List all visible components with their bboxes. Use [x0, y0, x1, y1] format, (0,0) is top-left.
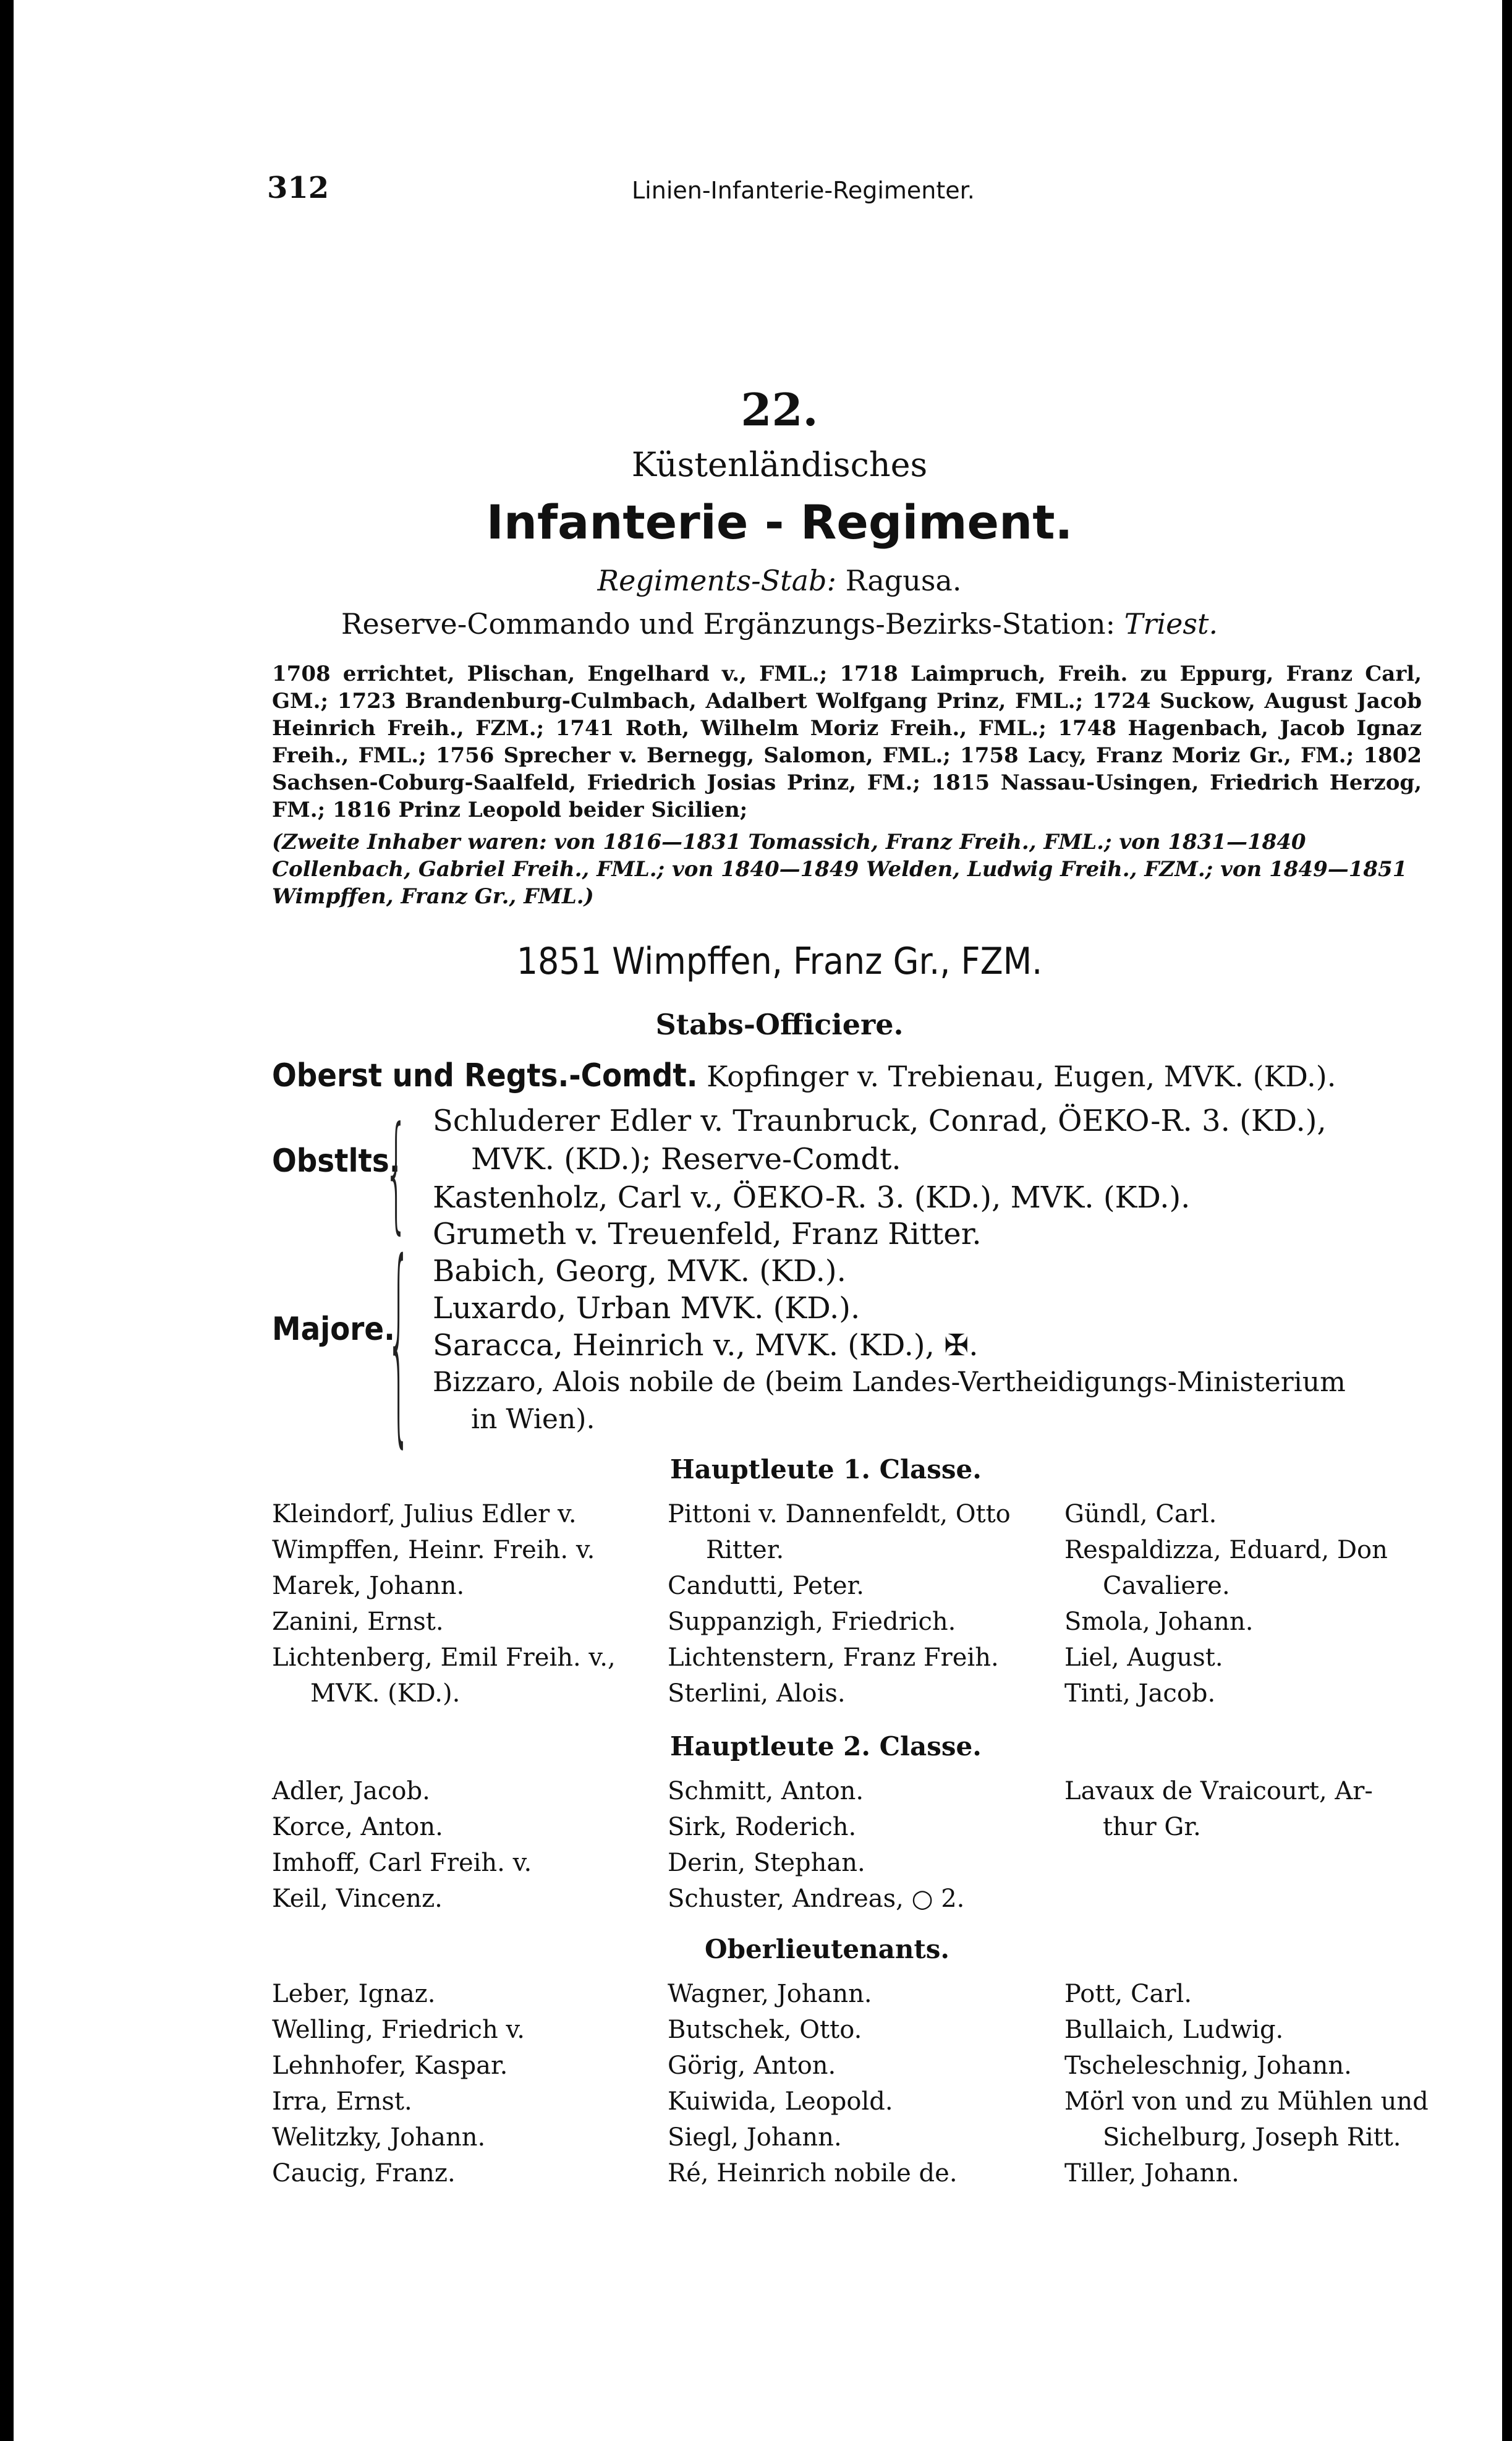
oberlieutenants-col2	[668, 1976, 958, 2191]
name-entry: Tiller, Johann.	[1064, 2159, 1239, 2188]
name-entry: Schmitt, Anton.	[668, 1777, 864, 1805]
running-title: Linien-Infanterie-Regimenter.	[632, 177, 975, 204]
name-entry: Tscheleschnig, Johann.	[1064, 2051, 1352, 2080]
current-owner: 1851 Wimpffen, Franz Gr., FZM.	[516, 940, 1043, 983]
name-entry: Schuster, Andreas, ○ 2.	[668, 1885, 965, 1913]
name-entry: Suppanzigh, Friedrich.	[668, 1608, 956, 1636]
reserve-station	[14, 607, 1502, 641]
name-entry: MVK. (KD.).	[310, 1679, 461, 1708]
major-line: Saracca, Heinrich v., MVK. (KD.), ✠.	[433, 1328, 979, 1363]
name-entry: Smola, Johann.	[1064, 1608, 1254, 1636]
name-entry: Lavaux de Vraicourt, Ar-	[1064, 1777, 1373, 1805]
name-entry: Kleindorf, Julius Edler v.	[272, 1500, 577, 1528]
oberst-value: Kopfinger v. Trebienau, Eugen, MVK. (KD.).	[707, 1060, 1336, 1093]
name-entry: Zanini, Ernst.	[272, 1608, 444, 1636]
regiment-title-line2: Infanterie - Regiment.	[486, 495, 1073, 550]
station-value: Triest.	[1124, 607, 1218, 641]
majore-brace: {	[387, 1218, 411, 1469]
station-label: Reserve-Commando und Ergänzungs-Bezirks-Station:	[341, 607, 1116, 641]
name-entry: Respaldizza, Eduard, Don	[1064, 1536, 1388, 1564]
staff-heading: Stabs-Officiere.	[655, 1008, 904, 1041]
name-entry: Leber, Ignaz.	[272, 1980, 436, 2008]
major-line: in Wien).	[471, 1404, 595, 1435]
name-entry: Kuiwida, Leopold.	[668, 2087, 893, 2116]
name-entry: Bullaich, Ludwig.	[1064, 2016, 1284, 2044]
hauptleute-1-col2	[668, 1496, 1011, 1711]
major-line: Luxardo, Urban MVK. (KD.).	[433, 1291, 860, 1326]
regiments-stab	[14, 564, 1502, 597]
name-entry: Adler, Jacob.	[272, 1777, 430, 1805]
name-entry: Sichelburg, Joseph Ritt.	[1103, 2123, 1401, 2152]
document-page	[14, 0, 1502, 2441]
name-entry: Siegl, Johann.	[668, 2123, 842, 2152]
name-entry: Cavaliere.	[1103, 1572, 1230, 1600]
name-entry: Caucig, Franz.	[272, 2159, 456, 2188]
name-entry: Pittoni v. Dannenfeldt, Otto	[668, 1500, 1011, 1528]
obstlts-list	[433, 1102, 1327, 1217]
name-entry: Marek, Johann.	[272, 1572, 465, 1600]
obstlt-line: Kastenholz, Carl v., ÖEKO-R. 3. (KD.), MVK. (KD.).	[433, 1180, 1191, 1215]
name-entry: Görig, Anton.	[668, 2051, 836, 2080]
name-entry: Sirk, Roderich.	[668, 1813, 857, 1841]
page-number: 312	[267, 171, 329, 205]
hauptleute-1-col1	[272, 1496, 616, 1711]
hauptleute-2-heading: Hauptleute 2. Classe.	[670, 1731, 982, 1762]
majore-label: Majore.	[272, 1311, 395, 1348]
name-entry: Candutti, Peter.	[668, 1572, 864, 1600]
name-entry: Korce, Anton.	[272, 1813, 443, 1841]
major-line: Grumeth v. Treuenfeld, Franz Ritter.	[433, 1217, 982, 1251]
name-entry: Wagner, Johann.	[668, 1980, 872, 2008]
name-entry: Derin, Stephan.	[668, 1849, 865, 1877]
major-line: Bizzaro, Alois nobile de (beim Landes-Vertheidigungs-Ministerium	[433, 1366, 1346, 1398]
major-line: Babich, Georg, MVK. (KD.).	[433, 1254, 846, 1289]
oberlieutenants-col1	[272, 1976, 525, 2191]
name-entry: Lichtenberg, Emil Freih. v.,	[272, 1643, 616, 1672]
name-entry: Lehnhofer, Kaspar.	[272, 2051, 508, 2080]
name-entry: Lichtenstern, Franz Freih.	[668, 1643, 999, 1672]
obstlt-line: MVK. (KD.); Reserve-Comdt.	[471, 1142, 901, 1177]
name-entry: Welitzky, Johann.	[272, 2123, 486, 2152]
name-entry: Wimpffen, Heinr. Freih. v.	[272, 1536, 595, 1564]
name-entry: Ritter.	[706, 1536, 784, 1564]
regiment-number: 22.	[741, 383, 818, 436]
name-entry: Gündl, Carl.	[1064, 1500, 1217, 1528]
regiment-title-line1: Küstenländisches	[631, 445, 928, 484]
hauptleute-2-col2	[668, 1773, 964, 1917]
stab-value: Ragusa.	[845, 564, 962, 597]
hauptleute-2-col3	[1064, 1773, 1373, 1845]
name-entry: Mörl von und zu Mühlen und	[1064, 2087, 1429, 2116]
oberst-label: Oberst und Regts.-Comdt.	[272, 1057, 698, 1094]
hauptleute-1-heading: Hauptleute 1. Classe.	[670, 1454, 982, 1485]
oberlieutenants-heading: Oberlieutenants.	[705, 1934, 950, 1964]
name-entry: Sterlini, Alois.	[668, 1679, 846, 1708]
previous-owners: (Zweite Inhaber waren: von 1816—1831 Tomassich, Franz Freih., FML.; von 1831—1840 Collenbach, Gabriel Freih., FML.; von 1840—1849 Welden, Ludwig Freih., FZM.; von 1849—1851 Wimpffen, Franz Gr., FML.)	[272, 830, 1408, 909]
obstlts-brace: {	[384, 1101, 409, 1248]
name-entry: Keil, Vincenz.	[272, 1885, 443, 1913]
name-entry: Butschek, Otto.	[668, 2016, 862, 2044]
obstlt-line: Schluderer Edler v. Traunbruck, Conrad, ÖEKO-R. 3. (KD.),	[433, 1104, 1327, 1138]
oberst-row	[272, 1057, 1336, 1094]
majore-list	[433, 1216, 1346, 1438]
name-entry: thur Gr.	[1103, 1813, 1201, 1841]
oberlieutenants-col3	[1064, 1976, 1429, 2191]
name-entry: Pott, Carl.	[1064, 1980, 1192, 2008]
name-entry: Imhoff, Carl Freih. v.	[272, 1849, 532, 1877]
name-entry: Ré, Heinrich nobile de.	[668, 2159, 958, 2188]
stab-label: Regiments-Stab:	[597, 564, 837, 597]
hauptleute-2-col1	[272, 1773, 532, 1917]
name-entry: Irra, Ernst.	[272, 2087, 412, 2116]
hauptleute-1-col3	[1064, 1496, 1388, 1711]
name-entry: Liel, August.	[1064, 1643, 1223, 1672]
regiment-history: 1708 errichtet, Plischan, Engelhard v., FML.; 1718 Laimpruch, Freih. zu Eppurg, Franz Carl, GM.; 1723 Brandenburg-Culmbach, Adalbert Wolfgang Prinz, FML.; 1724 Suckow, August Jacob Heinrich Freih., FZM.; 1741 Roth, Wilhelm Moriz Freih., FML.; 1748 Hagenbach, Jacob Ignaz Freih., FML.; 1756 Sprecher v. Bernegg, Salomon, FML.; 1758 Lacy, Franz Moriz Gr., FM.; 1802 Sachsen-Coburg-Saalfeld, Friedrich Josias Prinz, FM.; 1815 Nassau-Usingen, Friedrich Herzog, FM.; 1816 Prinz Leopold beider Sicilien;	[272, 662, 1422, 822]
obstlts-label: Obstlts.	[272, 1143, 401, 1180]
name-entry: Tinti, Jacob.	[1064, 1679, 1216, 1708]
name-entry: Welling, Friedrich v.	[272, 2016, 525, 2044]
